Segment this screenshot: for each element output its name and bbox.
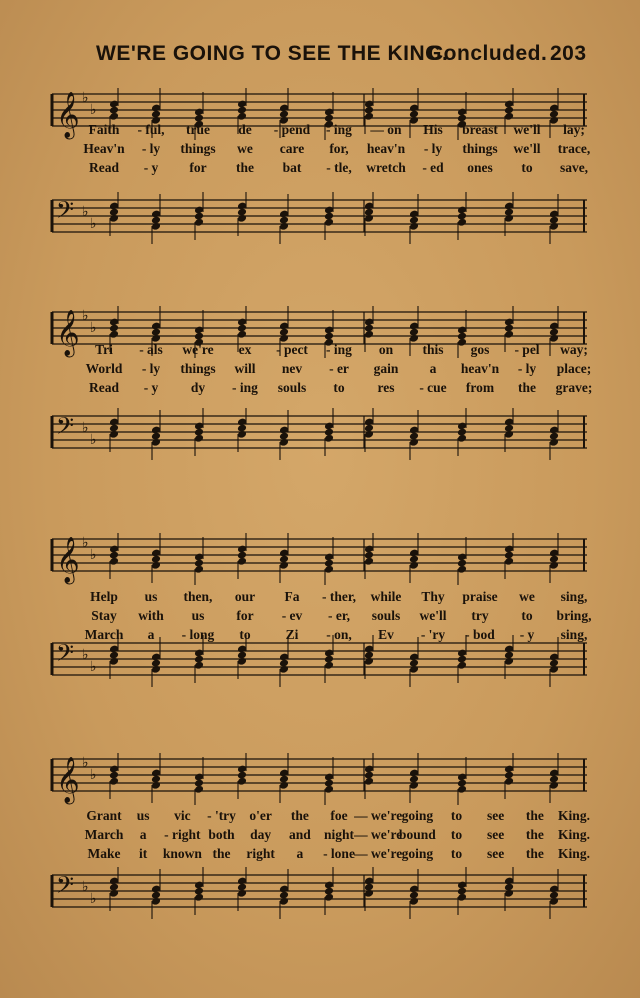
lyric-syllable: March xyxy=(84,827,124,842)
lyric-syllable: - y xyxy=(519,627,535,642)
lyric-syllable: a xyxy=(147,627,155,642)
lyric-syllable: things xyxy=(462,141,498,156)
lyric-line xyxy=(44,122,589,140)
lyric-syllable: sing, xyxy=(560,589,588,604)
lyric-syllable: Stay xyxy=(91,608,117,623)
lyric-syllable: King. xyxy=(558,846,590,861)
lyric-syllable: and xyxy=(288,827,311,842)
lyric-syllable: Tri xyxy=(95,342,113,357)
lyric-line xyxy=(44,160,589,178)
lyric-syllable: praise xyxy=(462,589,498,604)
lyric-line xyxy=(44,846,589,864)
lyric-syllable: try xyxy=(471,608,489,623)
flat-icon: ♭ xyxy=(82,309,89,324)
lyric-line xyxy=(44,589,589,607)
bass-clef-icon: 𝄢 xyxy=(56,641,75,672)
lyric-syllable: - long xyxy=(181,627,215,642)
lyric-syllable: Fa xyxy=(284,589,300,604)
lyric-syllable: res xyxy=(377,380,395,395)
lyric-syllable: this xyxy=(422,342,444,357)
lyric-syllable: Help xyxy=(90,589,118,604)
lyric-syllable: the xyxy=(518,380,536,395)
lyric-syllable: our xyxy=(234,589,256,604)
treble-clef-icon: 𝄞 xyxy=(56,92,80,137)
lyric-line xyxy=(44,608,592,626)
lyric-syllable: — we're xyxy=(354,827,403,842)
lyric-syllable: we xyxy=(237,141,253,156)
lyric-syllable: we'll xyxy=(513,122,541,137)
flat-icon: ♭ xyxy=(82,880,89,895)
lyric-syllable: heav'n xyxy=(366,141,406,156)
lyric-syllable: then, xyxy=(183,589,213,604)
page-header xyxy=(96,42,596,72)
treble-staff xyxy=(44,753,589,805)
lyric-syllable: - pel xyxy=(514,342,540,357)
lyric-syllable: way; xyxy=(560,342,588,357)
lyric-syllable: right xyxy=(246,846,275,861)
lyric-syllable: o'er xyxy=(249,808,272,823)
bass-staff xyxy=(44,192,589,252)
lyric-syllable: Faith xyxy=(88,122,120,137)
lyric-syllable: - er xyxy=(329,361,349,376)
lyric-syllable: the xyxy=(525,846,544,861)
hymn-subtitle: Concluded. xyxy=(428,42,548,65)
lyric-syllable: wretch xyxy=(366,160,406,175)
bass-staff xyxy=(44,408,589,468)
lyric-syllable: souls xyxy=(277,380,307,395)
lyric-syllable: - tle, xyxy=(326,160,352,175)
lyric-syllable: gain xyxy=(373,361,399,376)
lyric-syllable: dy xyxy=(190,380,206,395)
lyric-syllable: - er, xyxy=(328,608,350,623)
hymn-title: WE'RE GOING TO SEE THE KING. xyxy=(96,42,449,65)
flat-icon: ♭ xyxy=(90,660,97,675)
lyric-syllable: see xyxy=(487,808,505,823)
page-number: 203 xyxy=(550,42,587,65)
lyric-syllable: - right xyxy=(164,827,201,842)
lyric-syllable: the xyxy=(236,160,254,175)
lyric-syllable: night xyxy=(323,827,355,842)
lyric-syllable: - cue xyxy=(419,380,447,395)
lyric-syllable: March xyxy=(84,627,124,642)
flat-icon: ♭ xyxy=(90,103,97,118)
lyric-syllable: a xyxy=(429,361,437,376)
lyric-syllable: it xyxy=(139,846,148,861)
lyric-syllable: - ed xyxy=(422,160,444,175)
bass-clef-icon: 𝄢 xyxy=(56,873,75,904)
lyric-line xyxy=(44,380,593,398)
flat-icon: ♭ xyxy=(82,648,89,663)
lyric-syllable: souls xyxy=(371,608,401,623)
lyric-syllable: the xyxy=(290,808,309,823)
lyric-syllable: - pend xyxy=(273,122,311,137)
lyric-line xyxy=(44,342,589,360)
lyric-syllable: - ev xyxy=(281,608,303,623)
lyric-syllable: - ing xyxy=(326,342,352,357)
lyric-syllable: de xyxy=(238,122,252,137)
lyric-syllable: things xyxy=(180,361,216,376)
lyric-syllable: - y xyxy=(143,380,159,395)
lyric-syllable: foe xyxy=(330,808,348,823)
flat-icon: ♭ xyxy=(82,536,89,551)
lyric-syllable: ones xyxy=(467,160,493,175)
lyric-syllable: the xyxy=(525,827,544,842)
lyric-syllable: we'll xyxy=(419,608,447,623)
lyric-syllable: bound xyxy=(398,827,436,842)
lyric-syllable: to xyxy=(450,808,463,823)
lyric-syllable: - ther, xyxy=(322,589,356,604)
lyric-syllable: - als xyxy=(139,342,163,357)
lyric-syllable: - ly xyxy=(517,361,537,376)
lyric-syllable: - ly xyxy=(141,141,161,156)
lyric-syllable: us xyxy=(191,608,205,623)
lyric-syllable: we xyxy=(519,589,535,604)
lyric-syllable: - ly xyxy=(141,361,161,376)
lyric-syllable: - ful, xyxy=(137,122,165,137)
lyric-syllable: the xyxy=(212,846,231,861)
lyric-syllable: on xyxy=(378,342,394,357)
flat-icon: ♭ xyxy=(90,321,97,336)
treble-clef-icon: 𝄞 xyxy=(56,757,80,802)
lyric-syllable: to xyxy=(239,627,251,642)
lyric-syllable: - lone xyxy=(323,846,355,861)
flat-icon: ♭ xyxy=(90,768,97,783)
treble-clef-icon: 𝄞 xyxy=(56,310,80,355)
lyric-syllable: save, xyxy=(559,160,589,175)
lyric-syllable: Read xyxy=(89,380,119,395)
flat-icon: ♭ xyxy=(82,91,89,106)
lyric-syllable: heav'n xyxy=(460,361,500,376)
lyric-line xyxy=(44,361,592,379)
lyric-syllable: ex xyxy=(238,342,252,357)
lyric-line xyxy=(44,827,589,845)
lyric-syllable: care xyxy=(279,141,305,156)
lyric-syllable: we'll xyxy=(513,141,541,156)
lyric-syllable: Ev xyxy=(378,627,394,642)
lyric-syllable: - y xyxy=(143,160,159,175)
lyric-syllable: Thy xyxy=(421,589,445,604)
lyric-syllable: Make xyxy=(87,846,121,861)
treble-staff xyxy=(44,533,589,585)
lyric-syllable: both xyxy=(208,827,235,842)
lyric-syllable: going xyxy=(401,808,434,823)
lyric-syllable: bring, xyxy=(556,608,592,623)
lyric-syllable: - 'ry xyxy=(420,627,446,642)
bass-clef-icon: 𝄢 xyxy=(56,414,75,445)
lyric-syllable: for, xyxy=(329,141,349,156)
flat-icon: ♭ xyxy=(90,433,97,448)
lyric-syllable: vic xyxy=(174,808,191,823)
flat-icon: ♭ xyxy=(90,892,97,907)
flat-icon: ♭ xyxy=(90,217,97,232)
lyric-syllable: World xyxy=(85,361,123,376)
lyric-syllable: - ly xyxy=(423,141,443,156)
lyric-syllable: - bod xyxy=(465,627,495,642)
lyric-syllable: Heav'n xyxy=(83,141,125,156)
lyric-line xyxy=(44,808,589,826)
lyric-syllable: Grant xyxy=(86,808,122,823)
lyric-syllable: to xyxy=(450,827,463,842)
lyric-syllable: lay; xyxy=(563,122,585,137)
lyric-syllable: - 'try xyxy=(207,808,236,823)
lyric-syllable: - ing xyxy=(326,122,352,137)
flat-icon: ♭ xyxy=(82,421,89,436)
lyric-syllable: place; xyxy=(556,361,592,376)
lyric-syllable: - ing xyxy=(232,380,258,395)
lyric-syllable: to xyxy=(521,160,533,175)
treble-clef-icon: 𝄞 xyxy=(56,537,80,582)
lyric-syllable: going xyxy=(401,846,434,861)
lyric-syllable: Read xyxy=(89,160,119,175)
lyric-syllable: grave; xyxy=(555,380,593,395)
lyric-syllable: - on, xyxy=(326,627,352,642)
lyric-syllable: for xyxy=(189,160,207,175)
lyric-syllable: we're xyxy=(182,342,214,357)
lyric-syllable: King. xyxy=(558,827,590,842)
lyric-syllable: to xyxy=(450,846,463,861)
lyric-syllable: - pect xyxy=(276,342,308,357)
lyric-syllable: things xyxy=(180,141,216,156)
lyric-syllable: see xyxy=(487,846,505,861)
lyric-syllable: known xyxy=(162,846,202,861)
lyric-syllable: gos xyxy=(470,342,490,357)
flat-icon: ♭ xyxy=(82,756,89,771)
bass-clef-icon: 𝄢 xyxy=(56,198,75,229)
lyric-syllable: — we're xyxy=(354,846,403,861)
lyric-syllable: nev xyxy=(281,361,303,376)
lyric-syllable: us xyxy=(136,808,150,823)
lyric-syllable: from xyxy=(465,380,495,395)
lyric-syllable: trace, xyxy=(557,141,591,156)
flat-icon: ♭ xyxy=(90,548,97,563)
lyric-syllable: with xyxy=(138,608,164,623)
lyric-syllable: a xyxy=(296,846,304,861)
lyric-syllable: day xyxy=(250,827,272,842)
lyric-syllable: while xyxy=(370,589,402,604)
bass-staff xyxy=(44,867,589,927)
flat-icon: ♭ xyxy=(82,205,89,220)
lyric-syllable: to xyxy=(333,380,345,395)
lyric-syllable: us xyxy=(144,589,158,604)
lyric-syllable: will xyxy=(234,361,256,376)
lyric-syllable: to xyxy=(521,608,533,623)
lyric-syllable: breast xyxy=(462,122,498,137)
lyric-syllable: the xyxy=(525,808,544,823)
lyric-syllable: see xyxy=(487,827,505,842)
lyric-syllable: King. xyxy=(558,808,590,823)
lyric-syllable: bat xyxy=(282,160,302,175)
lyric-syllable: a xyxy=(139,827,147,842)
lyric-syllable: — on xyxy=(370,122,402,137)
lyric-syllable: His xyxy=(423,122,443,137)
lyric-syllable: true xyxy=(186,122,210,137)
lyric-syllable: sing, xyxy=(560,627,588,642)
lyric-line xyxy=(44,627,589,645)
lyric-syllable: — we're xyxy=(354,808,403,823)
lyric-syllable: for xyxy=(236,608,254,623)
lyric-syllable: Zi xyxy=(285,627,299,642)
lyric-line xyxy=(44,141,589,159)
